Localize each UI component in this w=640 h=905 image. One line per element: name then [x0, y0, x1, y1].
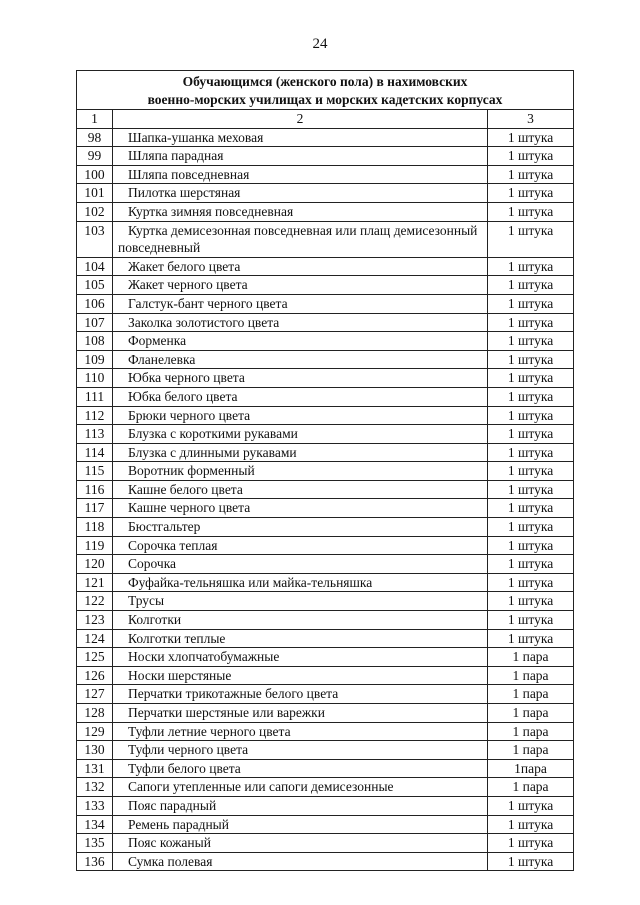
item-quantity: 1 штука — [488, 406, 574, 425]
item-quantity: 1 штука — [488, 387, 574, 406]
item-name: Юбка черного цвета — [113, 369, 488, 388]
item-quantity: 1 штука — [488, 184, 574, 203]
item-quantity: 1 штука — [488, 796, 574, 815]
item-name: Носки хлопчатобумажные — [113, 648, 488, 667]
table-row — [77, 611, 574, 630]
row-number: 108 — [77, 332, 113, 351]
uniform-items-table — [76, 70, 574, 871]
table-row — [77, 536, 574, 555]
item-name: Галстук-бант черного цвета — [113, 294, 488, 313]
row-number: 112 — [77, 406, 113, 425]
table-title-row — [77, 71, 574, 110]
row-number: 124 — [77, 629, 113, 648]
column-header-number: 1 — [77, 110, 113, 129]
row-number: 103 — [77, 221, 113, 257]
row-number: 113 — [77, 425, 113, 444]
item-quantity: 1 штука — [488, 350, 574, 369]
item-name: Сорочка теплая — [113, 536, 488, 555]
table-row — [77, 276, 574, 295]
item-name: Колготки — [113, 611, 488, 630]
row-number: 133 — [77, 796, 113, 815]
item-quantity: 1 штука — [488, 369, 574, 388]
item-name: Шляпа повседневная — [113, 165, 488, 184]
item-quantity: 1 штука — [488, 852, 574, 871]
row-number: 136 — [77, 852, 113, 871]
item-name: Воротник форменный — [113, 462, 488, 481]
row-number: 128 — [77, 704, 113, 723]
table-row — [77, 573, 574, 592]
item-quantity: 1 пара — [488, 741, 574, 760]
table-row — [77, 629, 574, 648]
item-name: Юбка белого цвета — [113, 387, 488, 406]
item-name: Сапоги утепленные или сапоги демисезонные — [113, 778, 488, 797]
table-row — [77, 350, 574, 369]
item-name: Сорочка — [113, 555, 488, 574]
item-name: Перчатки шерстяные или варежки — [113, 704, 488, 723]
row-number: 130 — [77, 741, 113, 760]
item-name: Шляпа парадная — [113, 147, 488, 166]
row-number: 122 — [77, 592, 113, 611]
row-number: 107 — [77, 313, 113, 332]
item-name: Кашне черного цвета — [113, 499, 488, 518]
table-row — [77, 462, 574, 481]
item-name: Туфли летние черного цвета — [113, 722, 488, 741]
row-number: 115 — [77, 462, 113, 481]
table-row — [77, 499, 574, 518]
item-name: Носки шерстяные — [113, 666, 488, 685]
row-number: 104 — [77, 257, 113, 276]
table-row — [77, 796, 574, 815]
table-row — [77, 480, 574, 499]
table-row — [77, 221, 574, 257]
table-row — [77, 184, 574, 203]
table-row — [77, 685, 574, 704]
column-header-name: 2 — [113, 110, 488, 129]
item-name: Пояс кожаный — [113, 834, 488, 853]
item-name: Фланелевка — [113, 350, 488, 369]
table-row — [77, 313, 574, 332]
item-name: Пилотка шерстяная — [113, 184, 488, 203]
item-name: Пояс парадный — [113, 796, 488, 815]
item-quantity: 1 штука — [488, 147, 574, 166]
row-number: 121 — [77, 573, 113, 592]
item-quantity: 1 штука — [488, 518, 574, 537]
item-quantity: 1 штука — [488, 555, 574, 574]
row-number: 118 — [77, 518, 113, 537]
row-number: 127 — [77, 685, 113, 704]
table-title-line-2: военно-морских училищах и морских кадетских корпусах — [147, 91, 503, 107]
item-name: Ремень парадный — [113, 815, 488, 834]
item-quantity: 1 штука — [488, 573, 574, 592]
row-number: 123 — [77, 611, 113, 630]
table-row — [77, 443, 574, 462]
table-row — [77, 592, 574, 611]
item-name: Бюстгальтер — [113, 518, 488, 537]
row-number: 120 — [77, 555, 113, 574]
column-header-row — [77, 110, 574, 129]
item-quantity: 1 штука — [488, 536, 574, 555]
page-number: 24 — [312, 36, 328, 52]
item-quantity: 1 штука — [488, 462, 574, 481]
table-row — [77, 518, 574, 537]
table-row — [77, 128, 574, 147]
item-quantity: 1 штука — [488, 629, 574, 648]
table-row — [77, 165, 574, 184]
table-row — [77, 147, 574, 166]
row-number: 101 — [77, 184, 113, 203]
table-body — [77, 71, 574, 871]
table-row — [77, 202, 574, 221]
item-quantity: 1 пара — [488, 704, 574, 723]
item-name: Фуфайка-тельняшка или майка-тельняшка — [113, 573, 488, 592]
item-name: Трусы — [113, 592, 488, 611]
item-quantity: 1 пара — [488, 666, 574, 685]
row-number: 116 — [77, 480, 113, 499]
row-number: 135 — [77, 834, 113, 853]
row-number: 109 — [77, 350, 113, 369]
item-quantity: 1 пара — [488, 648, 574, 667]
item-quantity: 1 пара — [488, 778, 574, 797]
item-name: Брюки черного цвета — [113, 406, 488, 425]
item-name: Сумка полевая — [113, 852, 488, 871]
item-quantity: 1 штука — [488, 499, 574, 518]
table-row — [77, 778, 574, 797]
row-number: 99 — [77, 147, 113, 166]
item-quantity: 1 штука — [488, 294, 574, 313]
row-number: 100 — [77, 165, 113, 184]
item-quantity: 1 штука — [488, 128, 574, 147]
item-quantity: 1 пара — [488, 722, 574, 741]
row-number: 134 — [77, 815, 113, 834]
item-name: Жакет черного цвета — [113, 276, 488, 295]
item-name: Жакет белого цвета — [113, 257, 488, 276]
row-number: 105 — [77, 276, 113, 295]
table-row — [77, 387, 574, 406]
table-row — [77, 759, 574, 778]
item-quantity: 1 штука — [488, 480, 574, 499]
item-quantity: 1 штука — [488, 425, 574, 444]
item-quantity: 1 штука — [488, 202, 574, 221]
item-quantity: 1 штука — [488, 592, 574, 611]
item-name: Колготки теплые — [113, 629, 488, 648]
item-quantity: 1 штука — [488, 332, 574, 351]
table-row — [77, 555, 574, 574]
item-quantity: 1 пара — [488, 685, 574, 704]
item-name: Шапка-ушанка меховая — [113, 128, 488, 147]
row-number: 119 — [77, 536, 113, 555]
row-number: 117 — [77, 499, 113, 518]
table-row — [77, 741, 574, 760]
item-name: Перчатки трикотажные белого цвета — [113, 685, 488, 704]
item-quantity: 1 штука — [488, 221, 574, 257]
table-row — [77, 666, 574, 685]
item-quantity: 1 штука — [488, 257, 574, 276]
table-row — [77, 852, 574, 871]
item-name: Блузка с длинными рукавами — [113, 443, 488, 462]
column-header-quantity: 3 — [488, 110, 574, 129]
row-number: 110 — [77, 369, 113, 388]
table-title-line-1: Обучающимся (женского пола) в нахимовских — [182, 74, 468, 89]
table-row — [77, 294, 574, 313]
item-quantity: 1пара — [488, 759, 574, 778]
row-number: 114 — [77, 443, 113, 462]
row-number: 125 — [77, 648, 113, 667]
table-row — [77, 815, 574, 834]
row-number: 98 — [77, 128, 113, 147]
table-row — [77, 648, 574, 667]
row-number: 131 — [77, 759, 113, 778]
table-row — [77, 425, 574, 444]
item-name: Заколка золотистого цвета — [113, 313, 488, 332]
item-name: Туфли черного цвета — [113, 741, 488, 760]
row-number: 106 — [77, 294, 113, 313]
item-quantity: 1 штука — [488, 443, 574, 462]
table-row — [77, 834, 574, 853]
table-row — [77, 369, 574, 388]
item-name: Куртка демисезонная повседневная или плащ демисезонный повседневный — [113, 221, 488, 257]
row-number: 102 — [77, 202, 113, 221]
item-name: Форменка — [113, 332, 488, 351]
item-quantity: 1 штука — [488, 313, 574, 332]
item-name: Блузка с короткими рукавами — [113, 425, 488, 444]
row-number: 126 — [77, 666, 113, 685]
table-row — [77, 332, 574, 351]
table-row — [77, 406, 574, 425]
row-number: 132 — [77, 778, 113, 797]
item-quantity: 1 штука — [488, 165, 574, 184]
item-quantity: 1 штука — [488, 276, 574, 295]
item-quantity: 1 штука — [488, 611, 574, 630]
row-number: 129 — [77, 722, 113, 741]
table-row — [77, 704, 574, 723]
item-name: Кашне белого цвета — [113, 480, 488, 499]
item-name: Туфли белого цвета — [113, 759, 488, 778]
table-title — [77, 71, 574, 110]
table-row — [77, 722, 574, 741]
item-quantity: 1 штука — [488, 834, 574, 853]
item-name: Куртка зимняя повседневная — [113, 202, 488, 221]
row-number: 111 — [77, 387, 113, 406]
table-row — [77, 257, 574, 276]
item-quantity: 1 штука — [488, 815, 574, 834]
